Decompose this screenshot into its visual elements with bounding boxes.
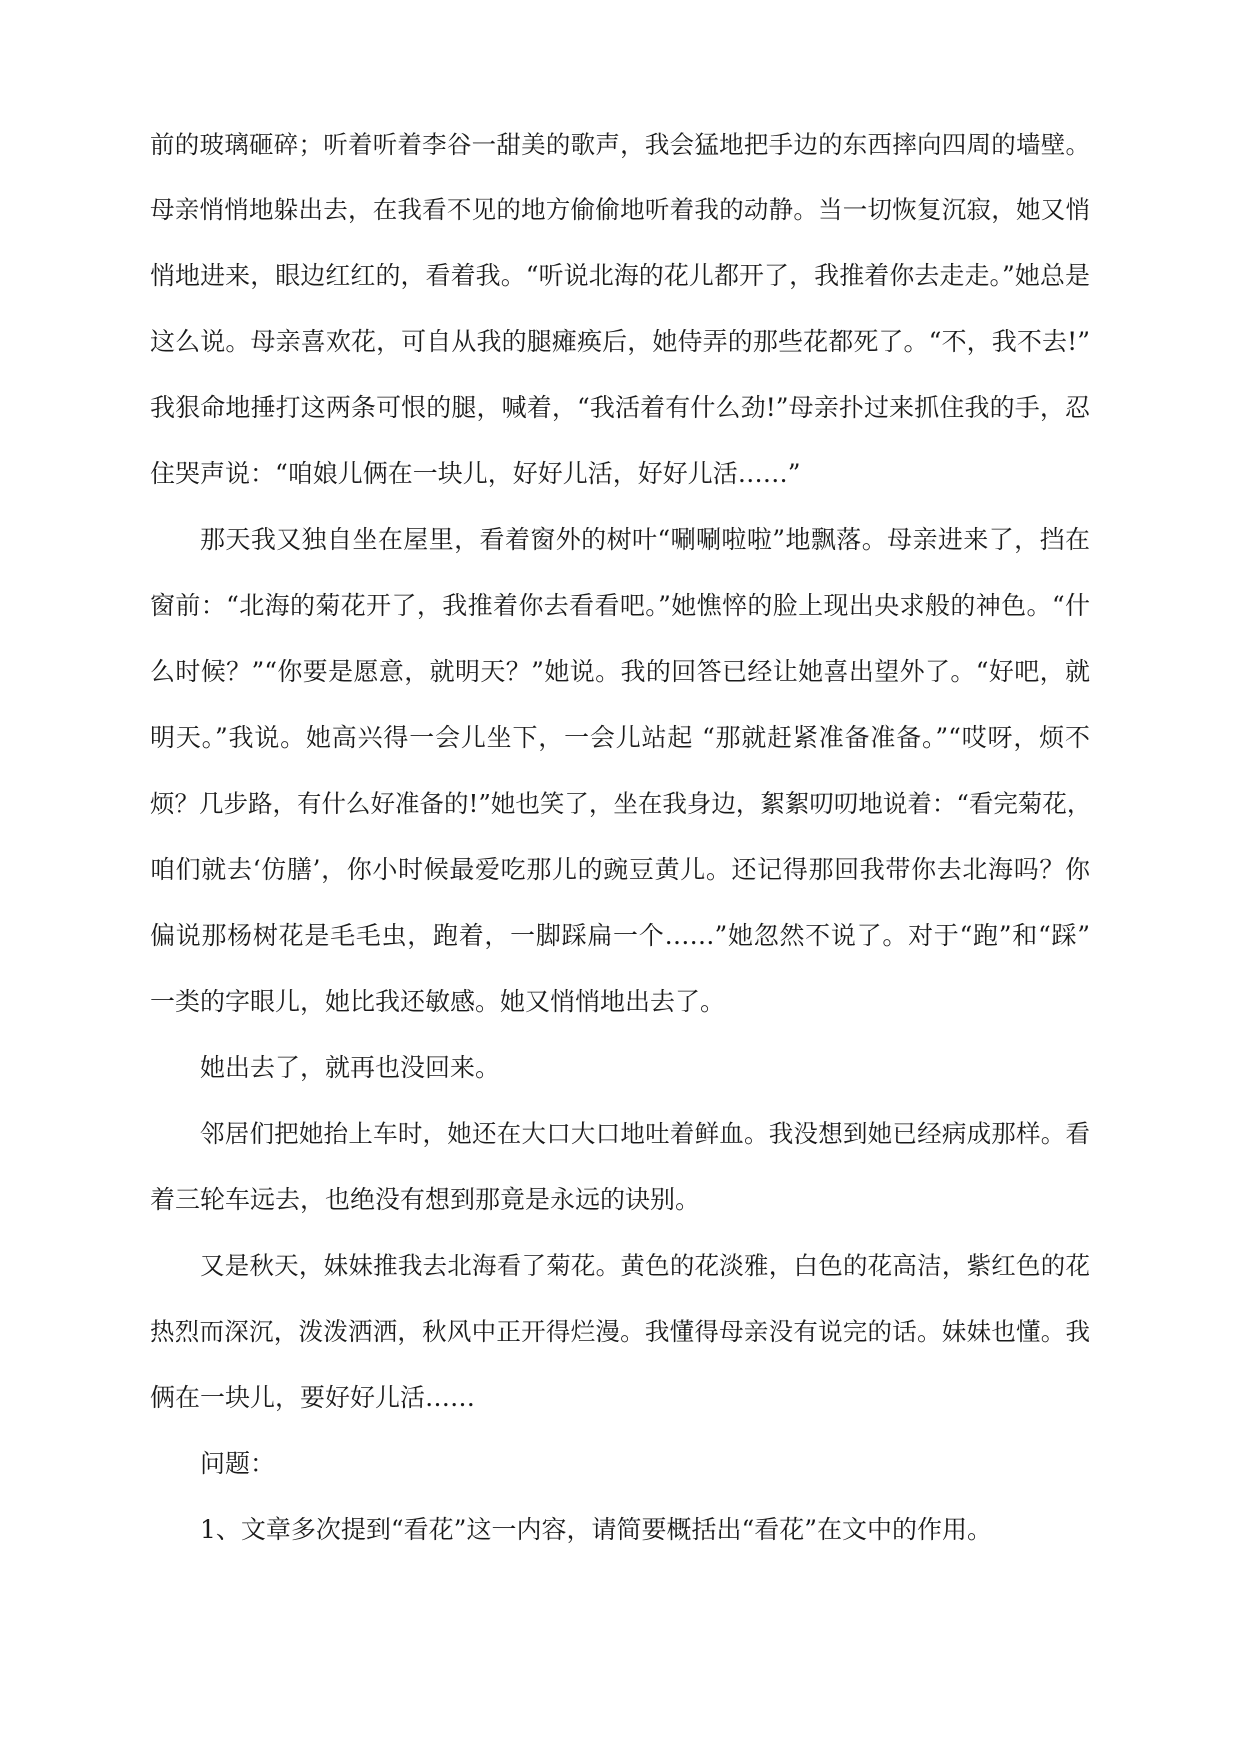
paragraph-first-line: 那天我又独自坐在屋里，看着窗外的树叶“唰唰啦啦”地飘落。母亲进来了，挡在 (200, 525, 1090, 554)
questions-heading: 问题： (200, 1449, 276, 1478)
text-line: 偏说那杨树花是毛毛虫，跑着，一脚踩扁一个……”她忽然不说了。对于“跑”和“踩” (150, 921, 1090, 950)
text-line: 明天。”我说。她高兴得一会儿坐下，一会儿站起 “那就赶紧准备准备。”“哎呀，烦不 (150, 723, 1090, 752)
text-line: 俩在一块儿，要好好儿活…… (150, 1383, 476, 1412)
text-line: 咱们就去‘仿膳’，你小时候最爱吃那儿的豌豆黄儿。还记得那回我带你去北海吗？你 (150, 855, 1090, 884)
text-line: 这么说。母亲喜欢花，可自从我的腿瘫痪后，她侍弄的那些花都死了。“不，我不去!” (150, 327, 1090, 356)
paragraph-first-line: 她出去了，就再也没回来。 (200, 1053, 501, 1082)
text-line: 母亲悄悄地躲出去，在我看不见的地方偷偷地听着我的动静。当一切恢复沉寂，她又悄 (150, 195, 1090, 224)
text-line: 住哭声说：“咱娘儿俩在一块儿，好好儿活，好好儿活……” (150, 459, 801, 488)
text-line: 一类的字眼儿，她比我还敏感。她又悄悄地出去了。 (150, 987, 726, 1016)
text-line: 热烈而深沉，泼泼洒洒，秋风中正开得烂漫。我懂得母亲没有说完的话。妹妹也懂。我 (150, 1317, 1090, 1346)
text-line: 我狠命地捶打这两条可恨的腿，喊着，“我活着有什么劲!”母亲扑过来抓住我的手，忍 (150, 393, 1090, 422)
text-line: 窗前：“北海的菊花开了，我推着你去看看吧。”她憔悴的脸上现出央求般的神色。“什 (150, 591, 1090, 620)
text-line: 前的玻璃砸碎；听着听着李谷一甜美的歌声，我会猛地把手边的东西摔向四周的墙壁。 (150, 130, 1090, 159)
text-line: 么时候？”“你要是愿意，就明天？”她说。我的回答已经让她喜出望外了。“好吧，就 (150, 657, 1090, 686)
text-line: 烦？几步路，有什么好准备的!”她也笑了，坐在我身边，絮絮叨叨地说着：“看完菊花， (150, 789, 1092, 818)
paragraph-first-line: 邻居们把她抬上车时，她还在大口大口地吐着鲜血。我没想到她已经病成那样。看 (200, 1119, 1090, 1148)
question-1: 1、文章多次提到“看花”这一内容，请简要概括出“看花”在文中的作用。 (200, 1515, 993, 1544)
paragraph-first-line: 又是秋天，妹妹推我去北海看了菊花。黄色的花淡雅，白色的花高洁，紫红色的花 (200, 1251, 1090, 1280)
text-line: 悄地进来，眼边红红的，看着我。“听说北海的花儿都开了，我推着你去走走。”她总是 (150, 261, 1090, 290)
text-line: 着三轮车远去，也绝没有想到那竟是永远的诀别。 (150, 1185, 701, 1214)
